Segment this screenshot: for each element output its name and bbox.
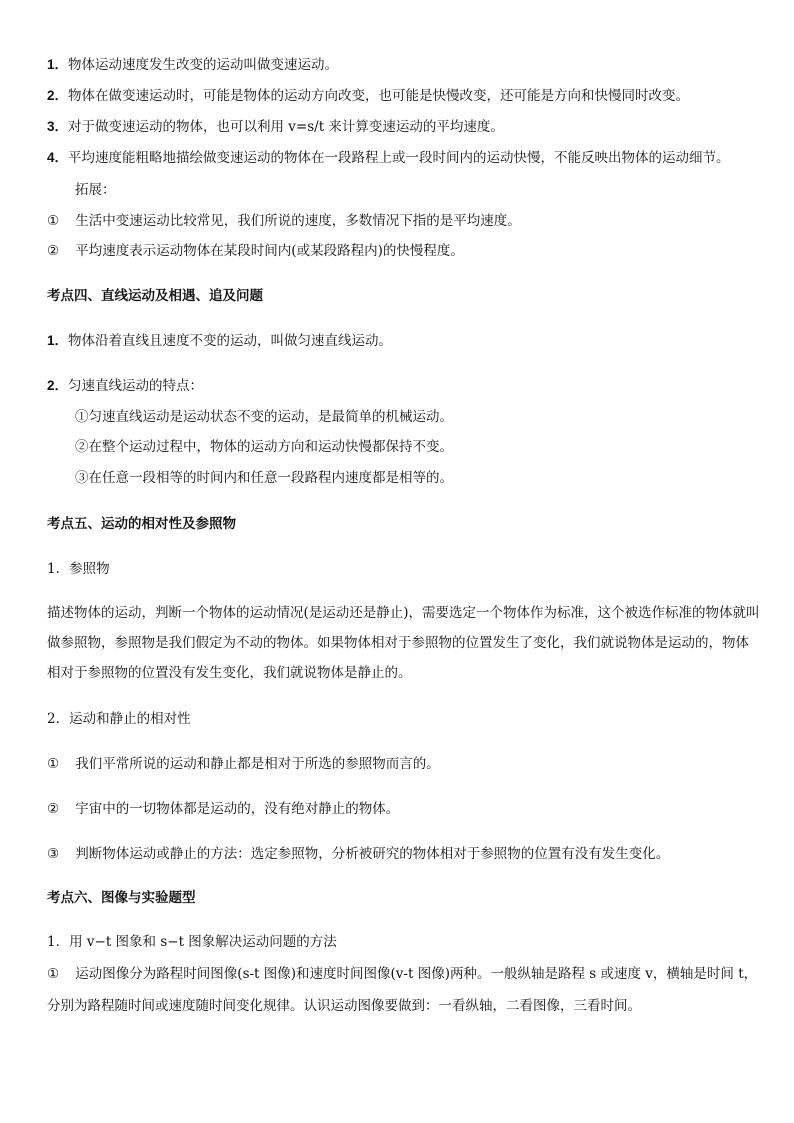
list-item: ② 宇宙中的一切物体都是运动的，没有绝对静止的物体。 bbox=[47, 801, 400, 817]
list-item: 2．匀速直线运动的特点： bbox=[47, 378, 204, 394]
paragraph: 描述物体的运动，判断一个物体的运动情况(是运动还是静止)，需要选定一个物体作为标准，这个被选作标准的物体就叫做参照物，参照物是我们假定为不动的物体。如果物体相对于参照物的位置发生了变化，我们就说物体是运动的，物体相对于参照物的位置没有发生变化，我们就说物体是静止的。 bbox=[47, 605, 760, 681]
list-item: 1．物体运动速度发生改变的运动叫做变速运动。 bbox=[47, 57, 339, 73]
subsection-title: 2．运动和静止的相对性 bbox=[47, 711, 191, 727]
expand-label: 拓展： bbox=[75, 182, 116, 198]
section-heading: 考点六、图像与实验题型 bbox=[47, 890, 196, 906]
section-heading: 考点四、直线运动及相遇、追及问题 bbox=[47, 288, 263, 304]
list-item: ③ 判断物体运动或静止的方法：选定参照物，分析被研究的物体相对于参照物的位置有没有发生变化。 bbox=[47, 846, 670, 862]
section-heading: 考点五、运动的相对性及参照物 bbox=[47, 516, 236, 532]
list-item: ① 我们平常所说的运动和静止都是相对于所选的参照物而言的。 bbox=[47, 756, 440, 772]
list-item: ① 运动图像分为路程时间图像(s-t 图像)和速度时间图像(v-t 图像)两种。一般纵轴是路程 s 或速度 v，横轴是时间 t，分别为路程随时间或速度随时间变化规律。认识运动图像要做到：一看纵轴，二看图像，三看时间。 bbox=[47, 966, 758, 1014]
feature-item: ①匀速直线运动是运动状态不变的运动，是最简单的机械运动。 bbox=[75, 409, 453, 425]
list-item: ① 生活中变速运动比较常见，我们所说的速度，多数情况下指的是平均速度。 bbox=[47, 213, 521, 229]
list-item: 3．对于做变速运动的物体，也可以利用 v=s/t 来计算变速运动的平均速度。 bbox=[47, 119, 504, 135]
list-item: ② 平均速度表示运动物体在某段时间内(或某段路程内)的快慢程度。 bbox=[47, 243, 464, 259]
list-item: 2．物体在做变速运动时，可能是物体的运动方向改变，也可能是快慢改变，还可能是方向和快慢同时改变。 bbox=[47, 88, 690, 104]
feature-item: ③在任意一段相等的时间内和任意一段路程内速度都是相等的。 bbox=[75, 470, 453, 486]
subsection-title: 1．参照物 bbox=[47, 561, 110, 577]
list-item: 1．物体沿着直线且速度不变的运动，叫做匀速直线运动。 bbox=[47, 333, 393, 349]
feature-item: ②在整个运动过程中，物体的运动方向和运动快慢都保持不变。 bbox=[75, 439, 453, 455]
list-item: 4．平均速度能粗略地描绘做变速运动的物体在一段路程上或一段时间内的运动快慢，不能反映出物体的运动细节。 bbox=[47, 150, 730, 166]
subsection-title: 1．用 v−t 图象和 s−t 图象解决运动问题的方法 bbox=[47, 934, 337, 950]
